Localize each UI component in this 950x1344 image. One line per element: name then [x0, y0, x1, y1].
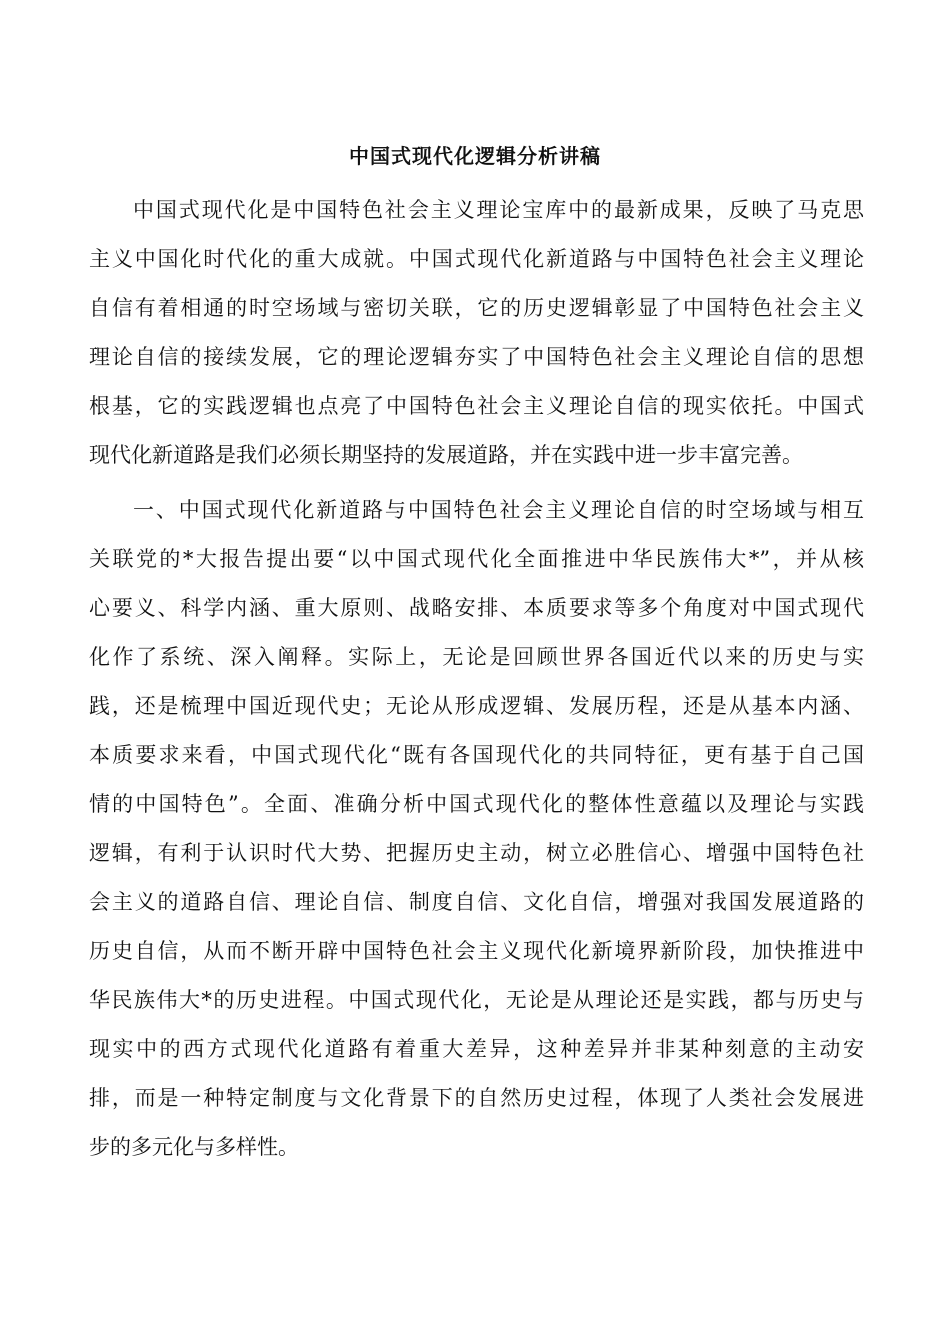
paragraph-line: 根基，它的实践逻辑也点亮了中国特色社会主义理论自信的现实依托。中国式 [89, 394, 864, 418]
paragraph-line: 一、中国式现代化新道路与中国特色社会主义理论自信的时空场域与相互 [133, 498, 864, 522]
paragraph-line: 化作了系统、深入阐释。实际上，无论是回顾世界各国近代以来的历史与实 [89, 645, 864, 669]
paragraph-line: 现代化新道路是我们必须长期坚持的发展道路，并在实践中进一步丰富完善。 [89, 443, 803, 467]
paragraph-line: 本质要求来看，中国式现代化“既有各国现代化的共同特征，更有基于自己国 [89, 743, 864, 767]
paragraph-line: 步的多元化与多样性。 [89, 1135, 299, 1159]
paragraph-line: 排，而是一种特定制度与文化背景下的自然历史过程，体现了人类社会发展进 [89, 1086, 864, 1110]
paragraph-line: 理论自信的接续发展，它的理论逻辑夯实了中国特色社会主义理论自信的思想 [89, 345, 864, 369]
paragraph-line: 主义中国化时代化的重大成就。中国式现代化新道路与中国特色社会主义理论 [89, 247, 864, 271]
paragraph-line: 会主义的道路自信、理论自信、制度自信、文化自信，增强对我国发展道路的 [89, 890, 864, 914]
paragraph-line: 践，还是梳理中国近现代史；无论从形成逻辑、发展历程，还是从基本内涵、 [89, 694, 864, 718]
document-title: 中国式现代化逻辑分析讲稿 [349, 144, 601, 168]
paragraph-line: 逻辑，有利于认识时代大势、把握历史主动，树立必胜信心、增强中国特色社 [89, 841, 864, 865]
paragraph-line: 中国式现代化是中国特色社会主义理论宝库中的最新成果，反映了马克思 [133, 198, 864, 222]
paragraph-line: 历史自信，从而不断开辟中国特色社会主义现代化新境界新阶段，加快推进中 [89, 939, 864, 963]
paragraph-line: 自信有着相通的时空场域与密切关联，它的历史逻辑彰显了中国特色社会主义 [89, 296, 864, 320]
paragraph-line: 情的中国特色”。全面、准确分析中国式现代化的整体性意蕴以及理论与实践 [89, 792, 864, 816]
paragraph-line: 现实中的西方式现代化道路有着重大差异，这种差异并非某种刻意的主动安 [89, 1037, 864, 1061]
paragraph-intro [89, 186, 864, 480]
paragraph-line: 华民族伟大*的历史进程。中国式现代化，无论是从理论还是实践，都与历史与 [89, 988, 864, 1012]
paragraph-line: 关联党的*大报告提出要“以中国式现代化全面推进中华民族伟大*”，并从核 [89, 547, 864, 571]
paragraph-line: 心要义、科学内涵、重大原则、战略安排、本质要求等多个角度对中国式现代 [89, 596, 864, 620]
paragraph-section-one [89, 486, 864, 1172]
